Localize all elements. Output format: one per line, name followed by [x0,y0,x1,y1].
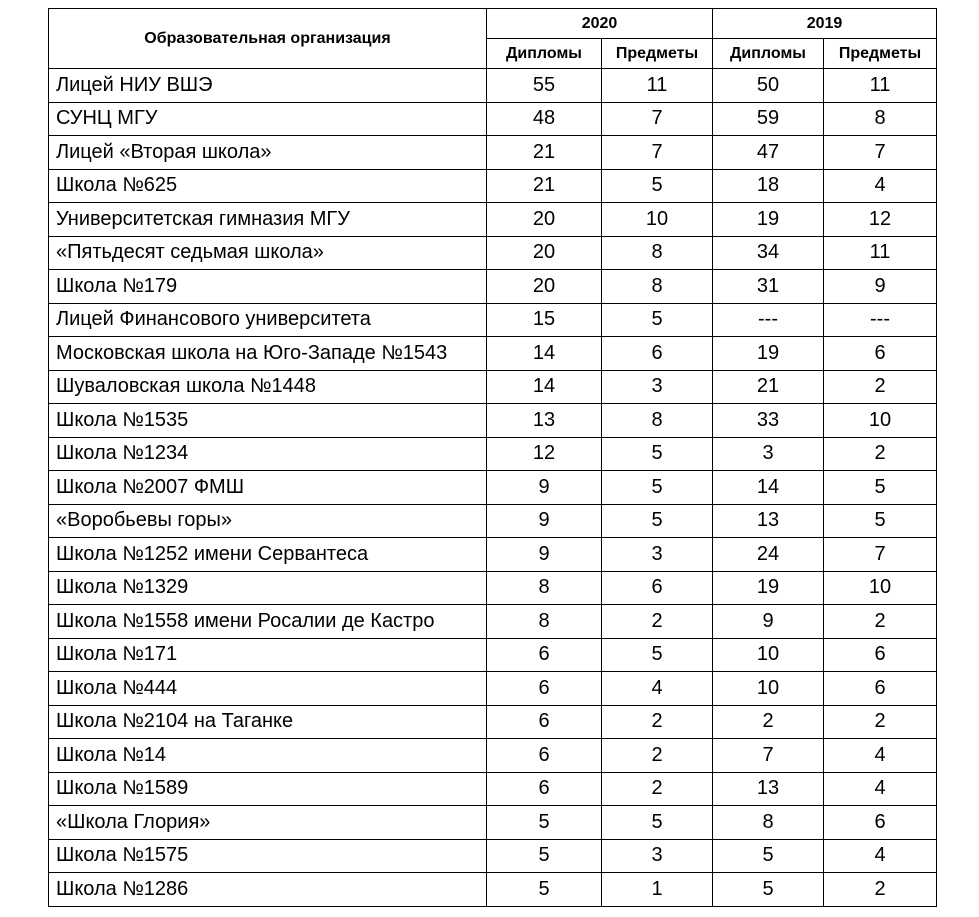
table-row [49,370,937,404]
org-name-cell: СУНЦ МГУ [49,102,487,136]
diplomas-2020-cell: 48 [487,102,602,136]
table-row [49,571,937,605]
diplomas-2019-cell: 31 [713,270,824,304]
diplomas-2020-cell: 5 [487,873,602,907]
subjects-2020-cell: 2 [602,605,713,639]
diplomas-2020-cell: 6 [487,672,602,706]
subjects-2019-cell: 4 [824,169,937,203]
subjects-2020-cell: 6 [602,337,713,371]
subjects-2019-cell: 2 [824,370,937,404]
diplomas-2019-cell: 10 [713,672,824,706]
table-row [49,437,937,471]
diplomas-2020-cell: 5 [487,839,602,873]
subjects-2019-cell: --- [824,303,937,337]
subjects-2020-header: Предметы [602,39,713,69]
subjects-2020-cell: 11 [602,69,713,103]
diplomas-2019-cell: 47 [713,136,824,170]
subjects-2020-cell: 7 [602,136,713,170]
subjects-2020-cell: 5 [602,303,713,337]
diplomas-2019-cell: 10 [713,638,824,672]
diplomas-2019-cell: 3 [713,437,824,471]
diplomas-2020-cell: 5 [487,806,602,840]
diplomas-2019-cell: 18 [713,169,824,203]
subjects-2020-cell: 8 [602,236,713,270]
table-row [49,303,937,337]
table-row [49,504,937,538]
table-row [49,772,937,806]
subjects-2019-cell: 9 [824,270,937,304]
subjects-2020-cell: 5 [602,437,713,471]
table-row [49,839,937,873]
org-name-cell: Школа №1535 [49,404,487,438]
org-name-cell: Университетская гимназия МГУ [49,203,487,237]
diplomas-2020-cell: 13 [487,404,602,438]
year-2020-header: 2020 [487,9,713,39]
table-row [49,605,937,639]
diplomas-2020-cell: 6 [487,705,602,739]
subjects-2020-cell: 2 [602,772,713,806]
diplomas-2020-cell: 9 [487,471,602,505]
subjects-2019-cell: 2 [824,873,937,907]
subjects-2019-cell: 2 [824,705,937,739]
subjects-2019-cell: 10 [824,404,937,438]
diplomas-2020-cell: 9 [487,538,602,572]
subjects-2019-header: Предметы [824,39,937,69]
diplomas-2019-cell: 13 [713,772,824,806]
table-row [49,806,937,840]
subjects-2020-cell: 8 [602,270,713,304]
subjects-2019-cell: 11 [824,69,937,103]
table-body [49,69,937,907]
org-name-cell: Школа №1558 имени Росалии де Кастро [49,605,487,639]
diplomas-2019-cell: 59 [713,102,824,136]
subjects-2020-cell: 5 [602,504,713,538]
org-name-cell: «Школа Глория» [49,806,487,840]
diplomas-2019-cell: 50 [713,69,824,103]
results-table [48,8,937,907]
subjects-2019-cell: 10 [824,571,937,605]
table-row [49,203,937,237]
org-name-cell: Школа №444 [49,672,487,706]
subjects-2019-cell: 6 [824,337,937,371]
subjects-2019-cell: 4 [824,739,937,773]
org-name-cell: Школа №1234 [49,437,487,471]
diplomas-2019-cell: 8 [713,806,824,840]
subjects-2020-cell: 8 [602,404,713,438]
subjects-2020-cell: 4 [602,672,713,706]
table-row [49,471,937,505]
org-name-cell: Школа №171 [49,638,487,672]
diplomas-2019-cell: 14 [713,471,824,505]
diplomas-2020-cell: 21 [487,169,602,203]
diplomas-2020-cell: 8 [487,571,602,605]
diplomas-2019-cell: 34 [713,236,824,270]
subjects-2020-cell: 5 [602,169,713,203]
table-row [49,404,937,438]
diplomas-2020-cell: 20 [487,270,602,304]
diplomas-2019-cell: 19 [713,337,824,371]
org-name-cell: Школа №1252 имени Сервантеса [49,538,487,572]
subjects-2019-cell: 4 [824,772,937,806]
org-name-cell: «Воробьевы горы» [49,504,487,538]
table-row [49,337,937,371]
diplomas-2020-cell: 21 [487,136,602,170]
subjects-2020-cell: 3 [602,839,713,873]
subjects-2019-cell: 6 [824,672,937,706]
diplomas-2019-cell: 5 [713,839,824,873]
org-name-cell: Школа №179 [49,270,487,304]
diplomas-2019-cell: 5 [713,873,824,907]
table-row [49,538,937,572]
table-row [49,672,937,706]
subjects-2019-cell: 6 [824,806,937,840]
table-row [49,169,937,203]
diplomas-2020-cell: 20 [487,203,602,237]
diplomas-2020-cell: 20 [487,236,602,270]
org-name-cell: Школа №1286 [49,873,487,907]
subjects-2020-cell: 2 [602,739,713,773]
subjects-2019-cell: 5 [824,471,937,505]
header-row-years [49,9,937,39]
org-name-cell: Школа №1589 [49,772,487,806]
table-row [49,638,937,672]
subjects-2020-cell: 5 [602,638,713,672]
diplomas-2020-cell: 14 [487,370,602,404]
org-name-cell: Школа №14 [49,739,487,773]
org-name-cell: Школа №1575 [49,839,487,873]
table-row [49,102,937,136]
subjects-2020-cell: 3 [602,370,713,404]
subjects-2019-cell: 6 [824,638,937,672]
table-row [49,270,937,304]
diplomas-2020-cell: 9 [487,504,602,538]
org-name-cell: Школа №2007 ФМШ [49,471,487,505]
subjects-2019-cell: 4 [824,839,937,873]
subjects-2019-cell: 2 [824,605,937,639]
table-row [49,69,937,103]
table-row [49,236,937,270]
subjects-2020-cell: 2 [602,705,713,739]
subjects-2019-cell: 11 [824,236,937,270]
diplomas-2019-cell: --- [713,303,824,337]
diplomas-2020-cell: 12 [487,437,602,471]
subjects-2019-cell: 2 [824,437,937,471]
table-header [49,9,937,69]
table-row [49,739,937,773]
diplomas-2020-cell: 8 [487,605,602,639]
subjects-2020-cell: 10 [602,203,713,237]
diplomas-2020-cell: 6 [487,772,602,806]
org-name-cell: Школа №625 [49,169,487,203]
org-name-cell: Московская школа на Юго-Западе №1543 [49,337,487,371]
subjects-2019-cell: 7 [824,538,937,572]
subjects-2020-cell: 5 [602,471,713,505]
diplomas-2020-header: Дипломы [487,39,602,69]
table-row [49,873,937,907]
org-name-cell: Лицей «Вторая школа» [49,136,487,170]
diplomas-2020-cell: 6 [487,739,602,773]
diplomas-2020-cell: 55 [487,69,602,103]
org-column-header: Образовательная организация [49,9,487,69]
diplomas-2019-cell: 9 [713,605,824,639]
diplomas-2020-cell: 15 [487,303,602,337]
diplomas-2020-cell: 14 [487,337,602,371]
diplomas-2019-cell: 24 [713,538,824,572]
diplomas-2019-cell: 19 [713,203,824,237]
org-name-cell: Школа №1329 [49,571,487,605]
subjects-2019-cell: 12 [824,203,937,237]
subjects-2020-cell: 5 [602,806,713,840]
subjects-2020-cell: 7 [602,102,713,136]
subjects-2020-cell: 6 [602,571,713,605]
diplomas-2019-cell: 19 [713,571,824,605]
year-2019-header: 2019 [713,9,937,39]
diplomas-2019-header: Дипломы [713,39,824,69]
org-name-cell: Лицей НИУ ВШЭ [49,69,487,103]
subjects-2020-cell: 3 [602,538,713,572]
diplomas-2020-cell: 6 [487,638,602,672]
diplomas-2019-cell: 7 [713,739,824,773]
table-row [49,705,937,739]
subjects-2019-cell: 5 [824,504,937,538]
org-name-cell: «Пятьдесят седьмая школа» [49,236,487,270]
table-row [49,136,937,170]
diplomas-2019-cell: 33 [713,404,824,438]
diplomas-2019-cell: 13 [713,504,824,538]
subjects-2020-cell: 1 [602,873,713,907]
subjects-2019-cell: 8 [824,102,937,136]
org-name-cell: Школа №2104 на Таганке [49,705,487,739]
org-name-cell: Лицей Финансового университета [49,303,487,337]
diplomas-2019-cell: 21 [713,370,824,404]
subjects-2019-cell: 7 [824,136,937,170]
diplomas-2019-cell: 2 [713,705,824,739]
org-name-cell: Шуваловская школа №1448 [49,370,487,404]
